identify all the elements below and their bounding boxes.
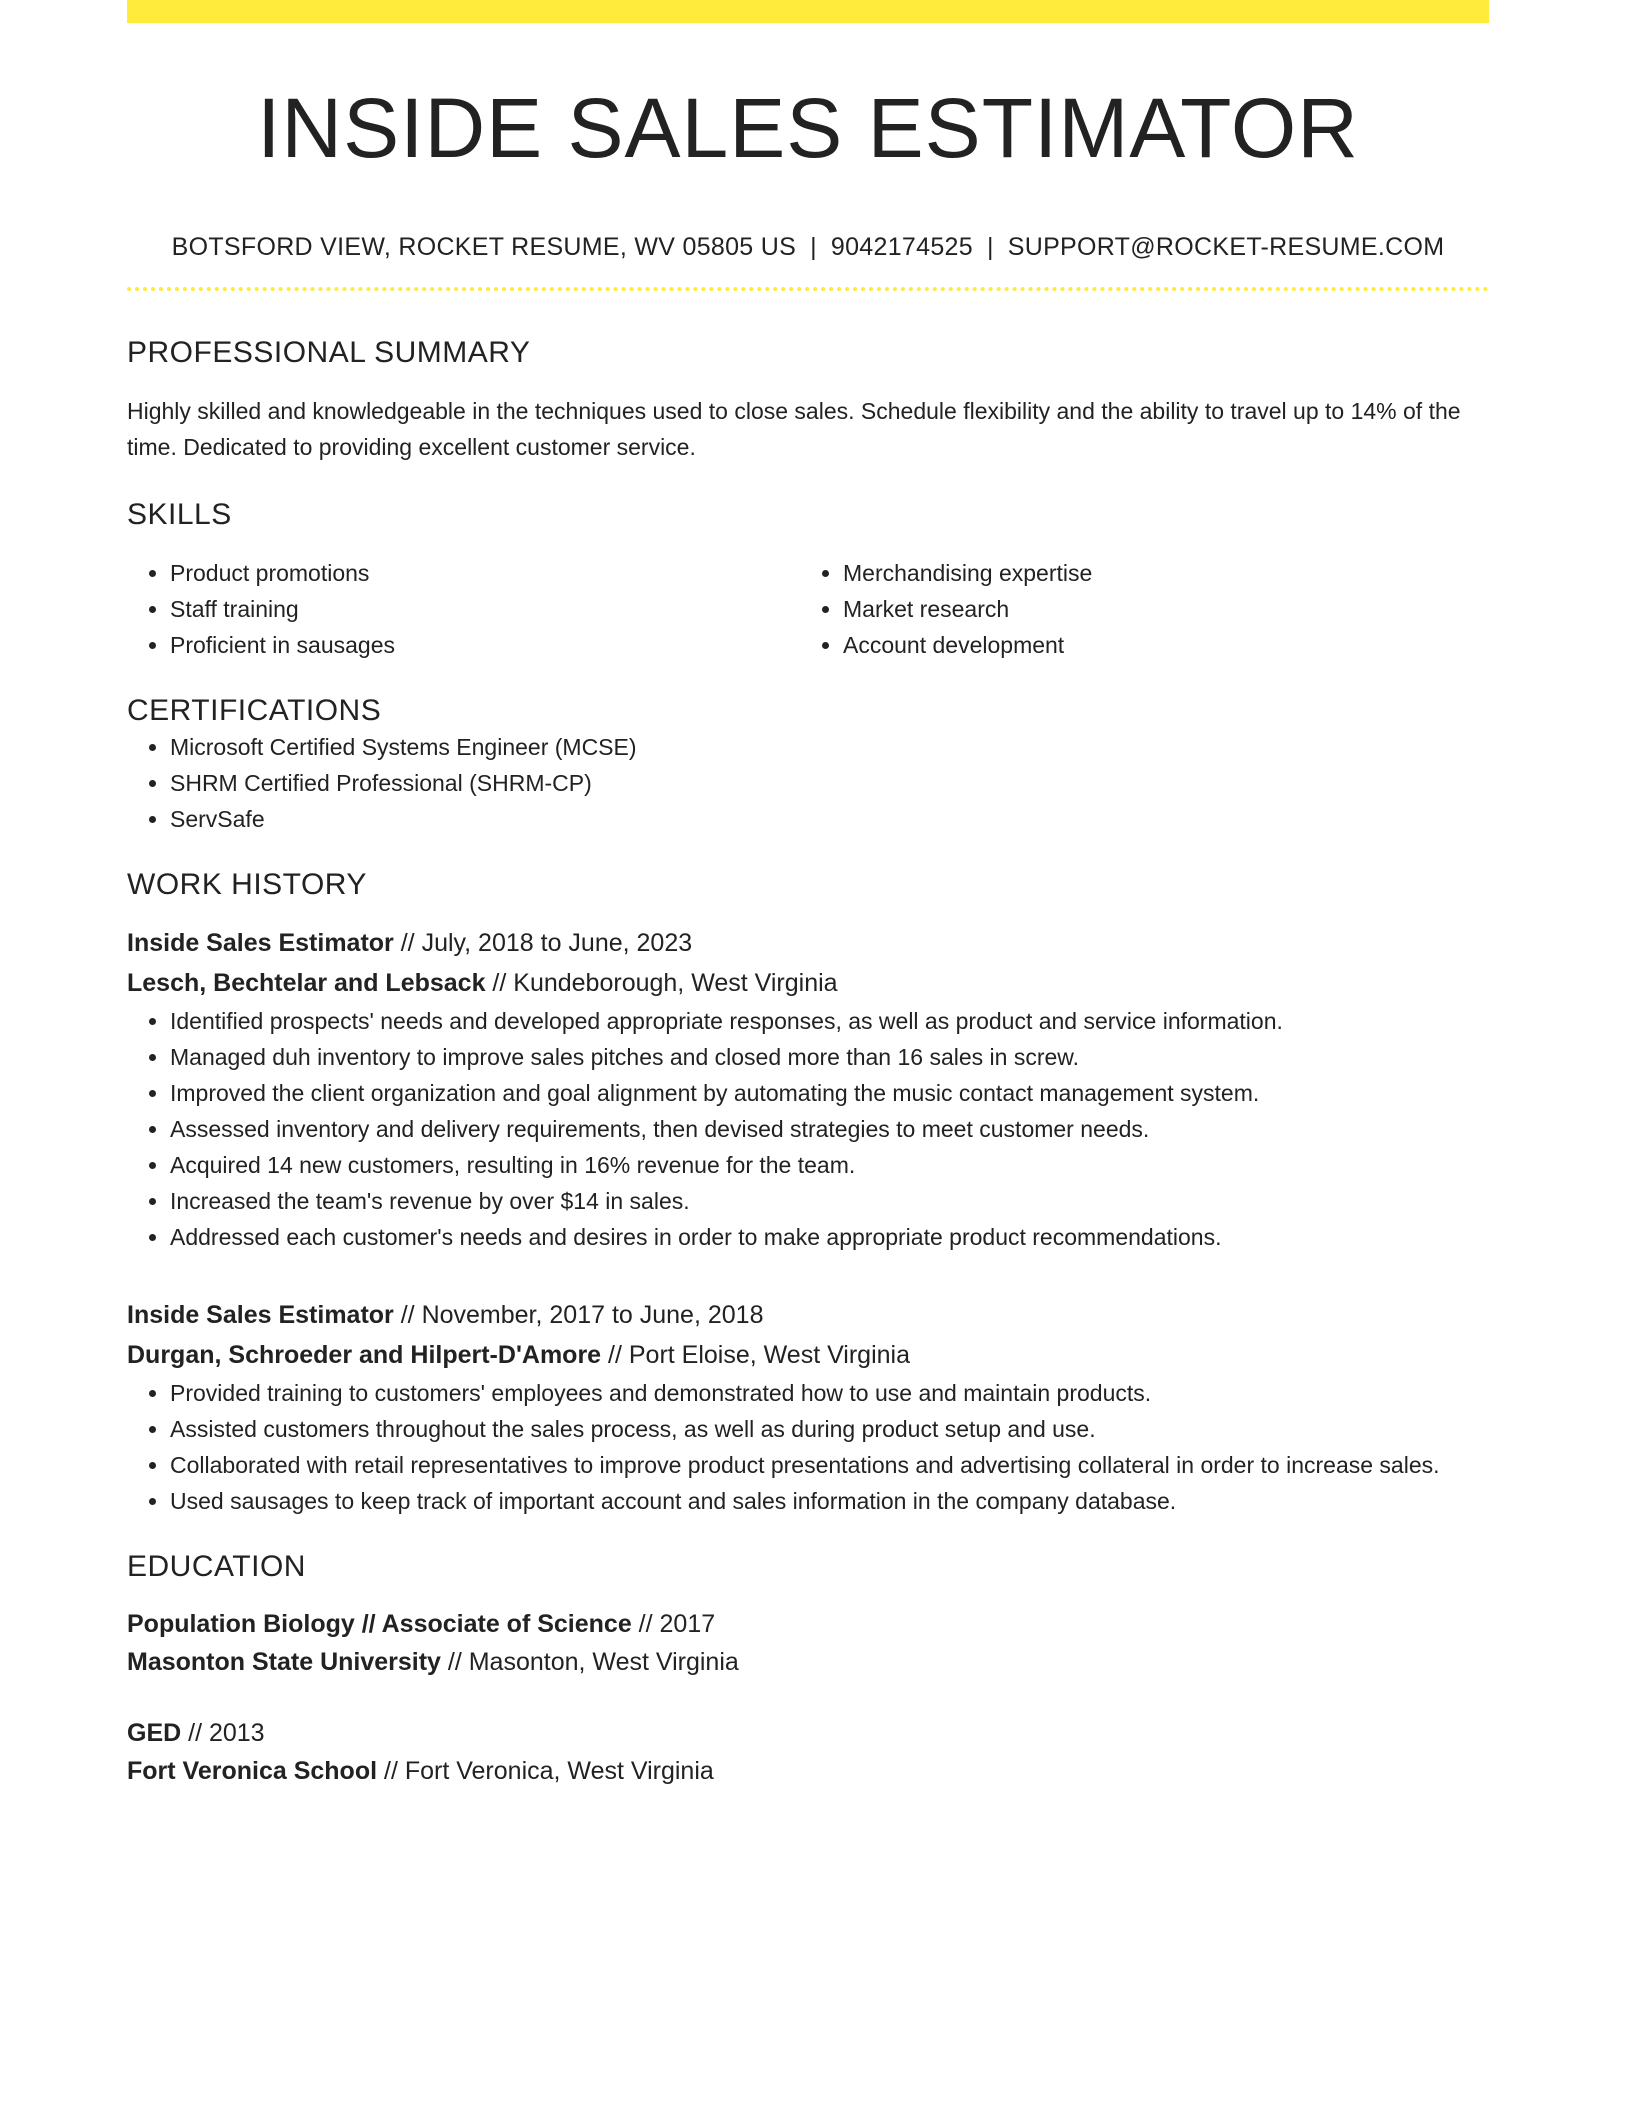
skill-item: • Staff training: [170, 591, 800, 627]
skill-item: • Product promotions: [170, 555, 800, 591]
education-degree-line: [127, 1714, 1489, 1752]
skills-list-left: [127, 555, 800, 663]
job-role-line: [127, 923, 1489, 963]
certification-item: • SHRM Certified Professional (SHRM-CP): [170, 765, 1489, 801]
dotted-divider: [127, 287, 1489, 291]
job-company-line: [127, 963, 1489, 1003]
summary-text: Highly skilled and knowledgeable in the techniques used to close sales. Schedule flexibility and the ability to travel up to 14% of the time. Dedicated to providing excellent customer service.: [127, 398, 1461, 460]
certifications-heading: CERTIFICATIONS: [127, 694, 382, 727]
skills-list-right: [800, 555, 1473, 663]
job-role: Inside Sales Estimator: [127, 1301, 394, 1329]
skill-item: • Merchandising expertise: [843, 555, 1473, 591]
job-role-line: [127, 1295, 1489, 1335]
contact-separator: |: [986, 233, 994, 261]
certification-item: • Microsoft Certified Systems Engineer (MCSE): [170, 729, 1489, 765]
job-company-line: [127, 1335, 1489, 1375]
resume-content: [127, 0, 1489, 1790]
skills-heading: SKILLS: [127, 498, 232, 531]
education-heading: EDUCATION: [127, 1550, 306, 1583]
education-year: // 2017: [631, 1610, 716, 1638]
job-bullet: • Assessed inventory and delivery requirements, then devised strategies to meet customer needs.: [170, 1111, 1489, 1147]
job-company: Durgan, Schroeder and Hilpert-D'Amore: [127, 1341, 602, 1369]
job-entry: [127, 1295, 1489, 1519]
education-school-line: [127, 1752, 1489, 1790]
job-bullet: • Improved the client organization and goal alignment by automating the music contact management system.: [170, 1075, 1489, 1111]
contact-email: SUPPORT@ROCKET-RESUME.COM: [1007, 233, 1445, 261]
page-title: INSIDE SALES ESTIMATOR: [257, 81, 1359, 175]
job-bullets: [127, 1375, 1489, 1519]
job-bullet: • Managed duh inventory to improve sales pitches and closed more than 16 sales in screw.: [170, 1039, 1489, 1075]
certification-item: • ServSafe: [170, 801, 1489, 837]
job-company: Lesch, Bechtelar and Lebsack: [127, 969, 486, 997]
job-entry: [127, 923, 1489, 1255]
job-dates: // November, 2017 to June, 2018: [393, 1301, 764, 1329]
education-entry: [127, 1714, 1489, 1790]
job-dates: // July, 2018 to June, 2023: [393, 929, 693, 957]
contact-phone: 9042174525: [830, 233, 973, 261]
job-bullet: • Assisted customers throughout the sales process, as well as during product setup and use.: [170, 1411, 1489, 1447]
skill-item: • Market research: [843, 591, 1473, 627]
job-role: Inside Sales Estimator: [127, 929, 394, 957]
job-bullet: • Collaborated with retail representatives to improve product presentations and advertising collateral in order to increase sales.: [170, 1447, 1489, 1483]
education-degree-line: [127, 1605, 1489, 1643]
job-bullet: • Used sausages to keep track of important account and sales information in the company database.: [170, 1483, 1489, 1519]
skill-item: • Proficient in sausages: [170, 627, 800, 663]
contact-line: [127, 232, 1489, 262]
education-year: // 2013: [181, 1719, 265, 1747]
job-bullet: • Increased the team's revenue by over $14 in sales.: [170, 1183, 1489, 1219]
education-school: Fort Veronica School: [127, 1757, 378, 1785]
contact-address: BOTSFORD VIEW, ROCKET RESUME, WV 05805 US: [171, 233, 797, 261]
skill-item: • Account development: [843, 627, 1473, 663]
job-bullet: • Identified prospects' needs and developed appropriate responses, as well as product and service information.: [170, 1003, 1489, 1039]
job-bullet: • Provided training to customers' employees and demonstrated how to use and maintain products.: [170, 1375, 1489, 1411]
certifications-list: [127, 729, 1489, 837]
job-location: // Kundeborough, West Virginia: [485, 969, 838, 997]
education-school-line: [127, 1643, 1489, 1681]
summary-heading: PROFESSIONAL SUMMARY: [127, 336, 531, 369]
education-location: // Masonton, West Virginia: [440, 1648, 739, 1676]
skills-grid: [127, 555, 1489, 663]
job-location: // Port Eloise, West Virginia: [601, 1341, 911, 1369]
job-bullet: • Acquired 14 new customers, resulting in 16% revenue for the team.: [170, 1147, 1489, 1183]
education-school: Masonton State University: [127, 1648, 441, 1676]
job-bullets: [127, 1003, 1489, 1255]
work-history-heading: WORK HISTORY: [127, 868, 367, 901]
job-bullet: • Addressed each customer's needs and desires in order to make appropriate product recommendations.: [170, 1219, 1489, 1255]
education-location: // Fort Veronica, West Virginia: [377, 1757, 714, 1785]
education-degree: Population Biology // Associate of Science: [127, 1610, 632, 1638]
education-entry: [127, 1605, 1489, 1681]
contact-separator: |: [810, 233, 817, 261]
education-degree: GED: [127, 1719, 182, 1747]
